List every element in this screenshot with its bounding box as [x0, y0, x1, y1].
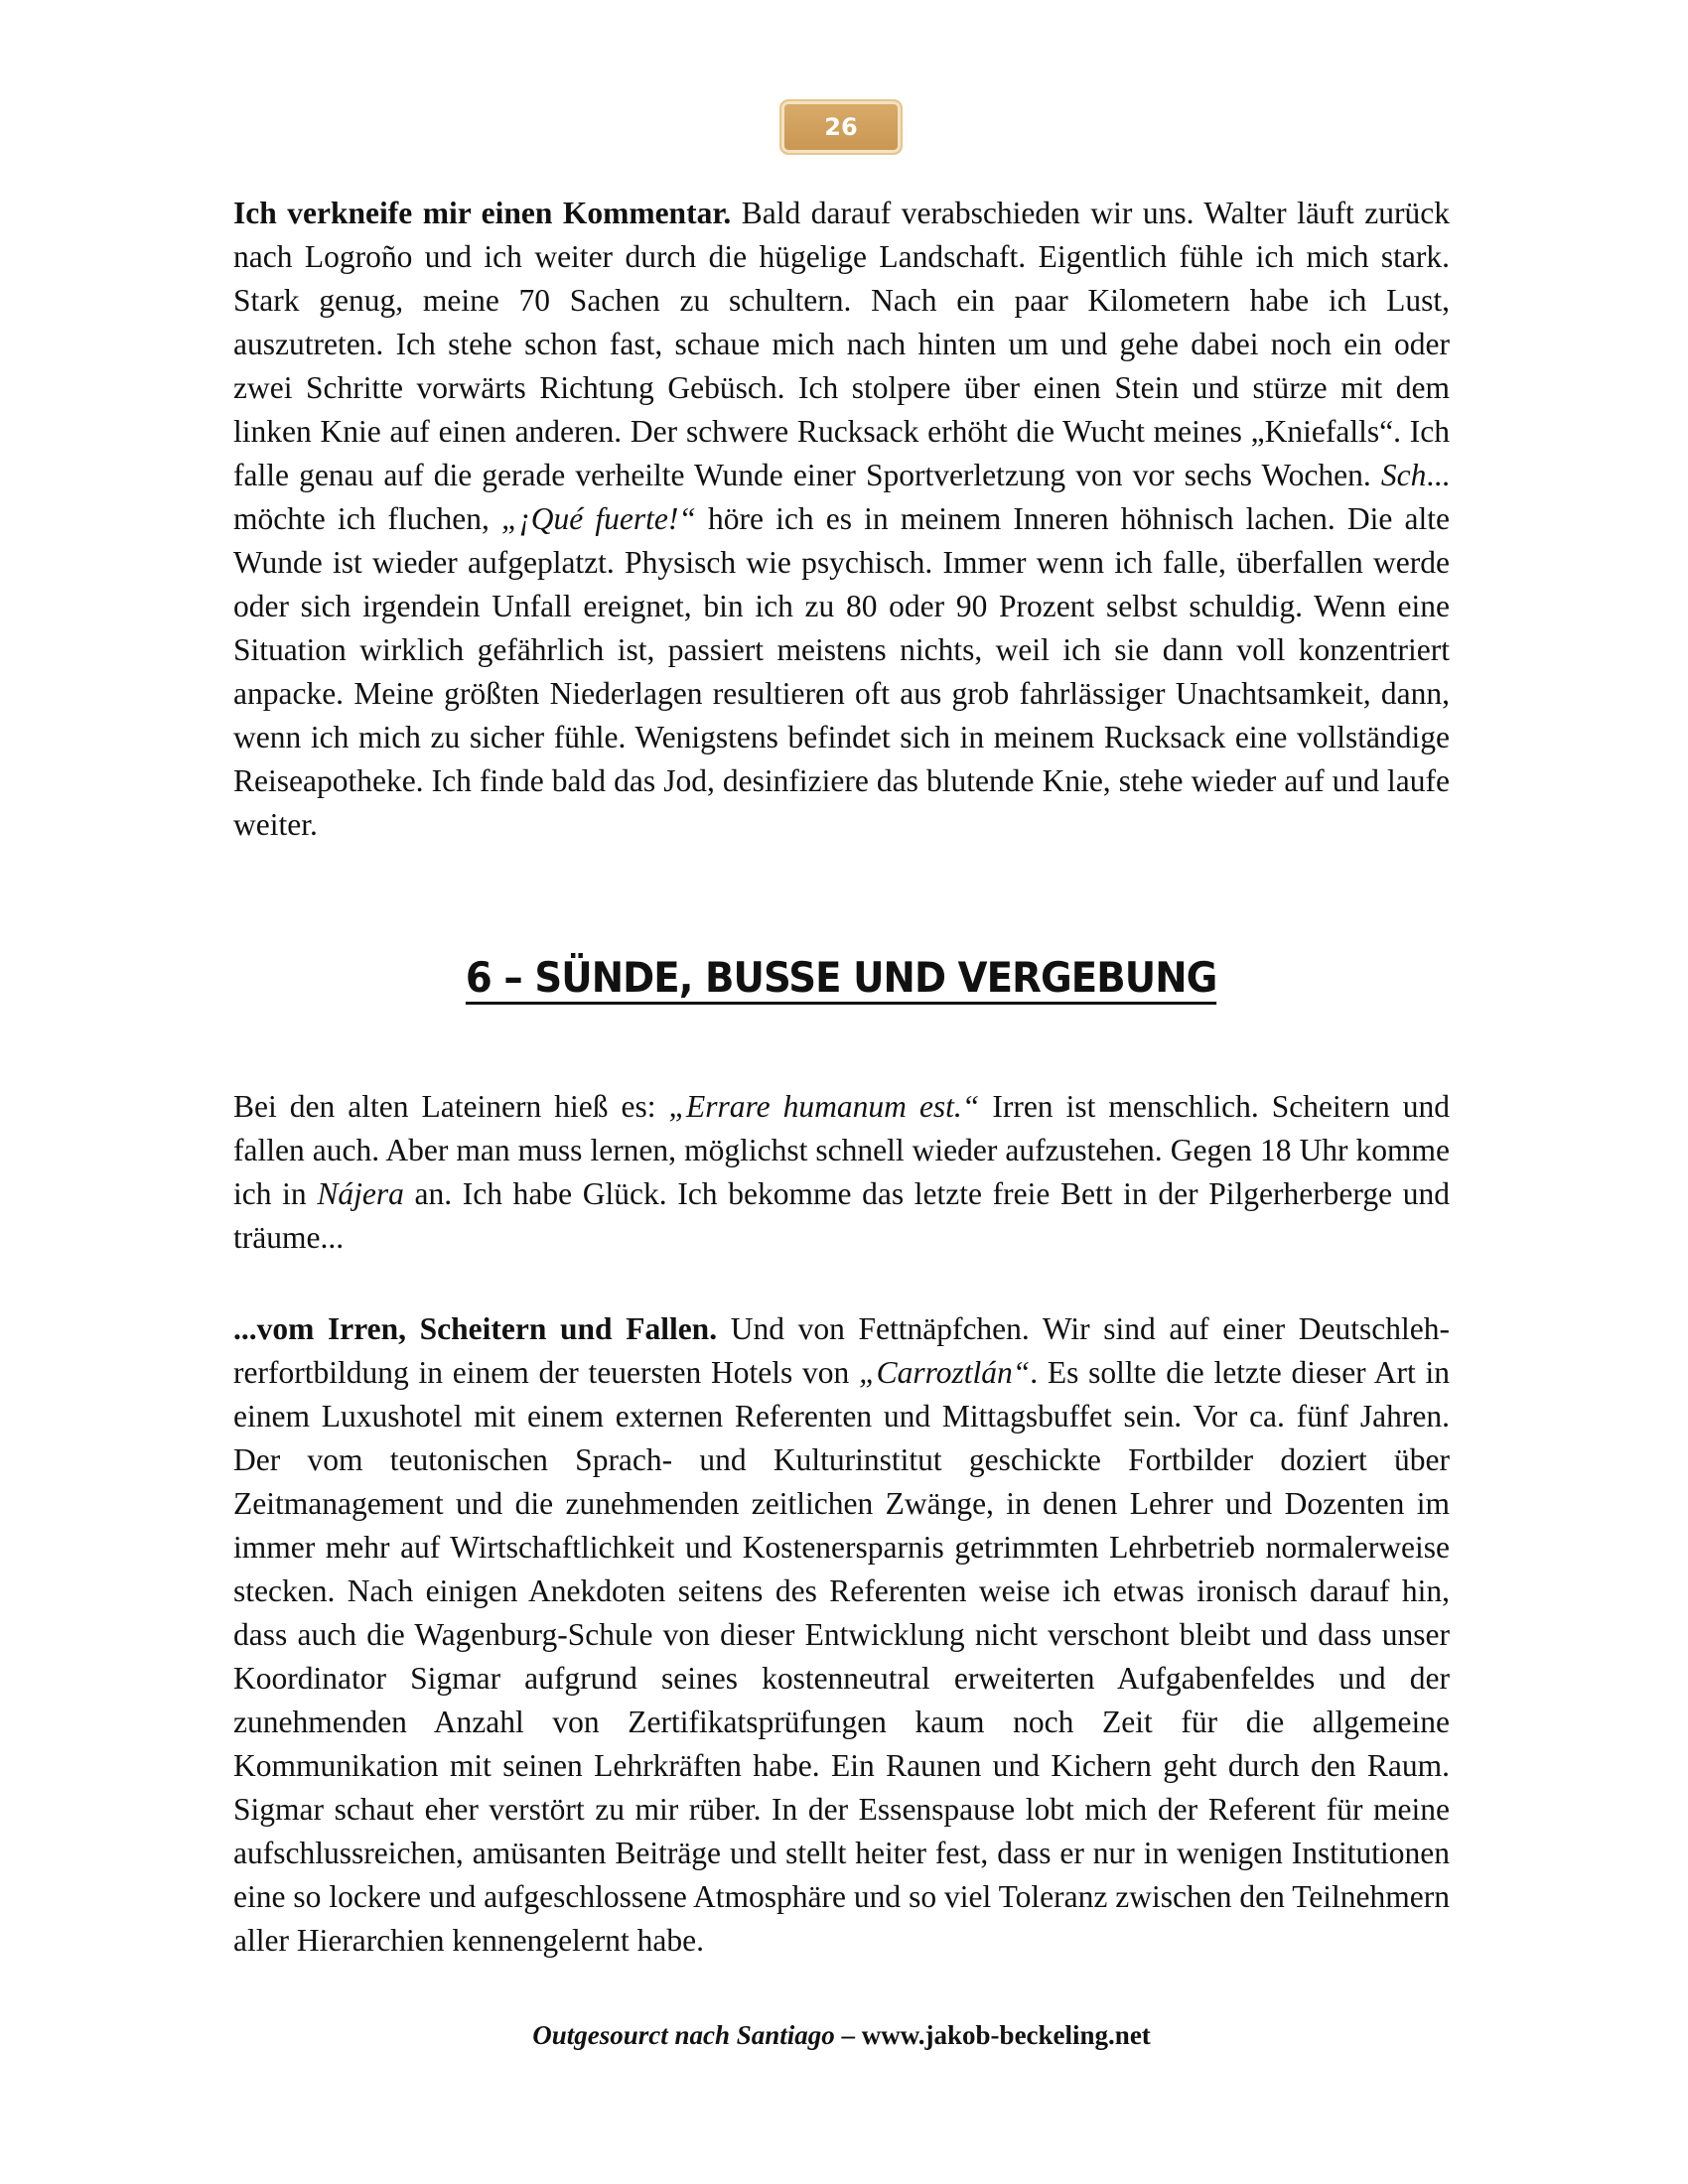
paragraph-2-italic-2: Nájera [317, 1176, 404, 1211]
paragraph-1-text-2: ... möchte ich fluchen, [233, 458, 1450, 536]
paragraph-1-italic-1: Sch [1380, 458, 1427, 492]
paragraph-2-italic-1: „Errare humanum est.“ [668, 1089, 980, 1124]
paragraph-2 [233, 1085, 1450, 1260]
paragraph-2-text-2: Irren ist menschlich. Scheitern und fallen auch. Aber man muss lernen, möglichst schnell wieder aufzustehen. Gegen 18 Uhr komme ich in [233, 1089, 1450, 1211]
paragraph-3-lead: ...vom Irren, Scheitern und Fallen. [233, 1311, 718, 1346]
paragraph-1-text-3: höre ich es in meinem Inneren höhnisch lachen. Die alte Wunde ist wieder aufgeplatzt. Physisch wie psychisch. Immer wenn ich falle, überfallen werde oder sich irgendein Unfall ereignet, bin ich zu 80 oder 90 Prozent selbst schuldig. Wenn eine Situation wirklich gefährlich ist, passiert meistens nichts, weil ich sie dann voll konzentriert anpacke. Meine größten Niederlagen resultieren oft aus grob fahrlässiger Unachtsamkeit, dann, wenn ich mich zu sicher fühle. Wenigstens befindet sich in meinem Rucksack eine vollständige Reiseapotheke. Ich finde bald das Jod, desinfiziere das blutende Knie, stehe wieder auf und laufe weiter. [233, 501, 1450, 842]
page-number-badge: 26 [779, 99, 903, 155]
paragraph-2-text-1: Bei den alten Lateinern hieß es: [233, 1089, 669, 1124]
paragraph-3-text-2: . Es sollte die letzte dieser Art in einem Luxushotel mit einem externen Referenten und Mittagsbuffet sein. Vor ca. fünf Jahren. Der vom teutonischen Sprach- und Kulturinstitut geschickte Fortbilder doziert über Zeitmanagement und die zunehmenden zeitlichen Zwänge, in denen Lehrer und Dozenten im immer mehr auf Wirtschaftlichkeit und Kostenersparnis getrimmten Lehrbetrieb normalerweise stecken. Nach einigen Anekdoten seitens des Referenten weise ich etwas ironisch darauf hin, dass auch die Wagenburg-Schule von dieser Entwicklung nicht verschont bleibt und dass unser Koordinator Sigmar aufgrund seines kostenneutral erweiterten Aufgabenfeldes und der zunehmenden Anzahl von Zertifikatsprüfungen kaum noch Zeit für die allgemeine Kommunikation mit seinen Lehrkräften habe. Ein Raunen und Kichern geht durch den Raum. Sigmar schaut eher verstört zu mir rüber. In der Essenspause lobt mich der Referent für meine aufschlussreichen, amüsanten Beiträge und stellt heiter fest, dass er nur in wenigen Institutionen eine so lockere und aufgeschlossene Atmosphäre und so viel Toleranz zwischen den Teilnehmern aller Hierarchien kennengelernt habe. [233, 1355, 1450, 1958]
chapter-heading [233, 950, 1450, 1006]
paragraph-3 [233, 1307, 1450, 1963]
paragraph-1 [233, 192, 1450, 847]
paragraph-1-text-1: Bald darauf verabschieden wir uns. Walter läuft zurück nach Logroño und ich weiter durch die hügelige Landschaft. Eigentlich fühle ich mich stark. Stark genug, meine 70 Sachen zu schultern. Nach ein paar Kilometern habe ich Lust, auszutreten. Ich stehe schon fast, schaue mich nach hinten um und gehe dabei noch ein oder zwei Schritte vorwärts Richtung Gebüsch. Ich stolpere über einen Stein und stürze mit dem linken Knie auf einen anderen. Der schwere Rucksack erhöht die Wucht meines „Kniefalls“. Ich falle genau auf die gerade verheilte Wunde einer Sportverletzung von vor sechs Wochen. [233, 196, 1450, 492]
footer-book-title: Outgesourct nach Santiago [532, 2020, 835, 2050]
paragraph-3-italic-1: „Carroztlán“ [859, 1355, 1031, 1390]
footer-website: www.jakob-beckeling.net [861, 2020, 1151, 2050]
paragraph-2-text-3: an. Ich habe Glück. Ich bekomme das letzte freie Bett in der Pilgerherberge und träume... [233, 1176, 1450, 1255]
paragraph-3-text-1: Und von Fettnäpfchen. Wir sind auf einer Deutschlehrerfortbildung in einem der teuersten Hotels von [233, 1311, 1450, 1390]
footer-separator: – [841, 2020, 856, 2050]
chapter-heading-text: 6 – SÜNDE, BUSSE UND VERGEBUNG [466, 954, 1217, 1005]
page-footer [233, 2020, 1450, 2051]
paragraph-1-italic-2: „¡Qué fuerte!“ [500, 501, 696, 536]
paragraph-1-lead: Ich verkneife mir einen Kommentar. [233, 196, 732, 230]
